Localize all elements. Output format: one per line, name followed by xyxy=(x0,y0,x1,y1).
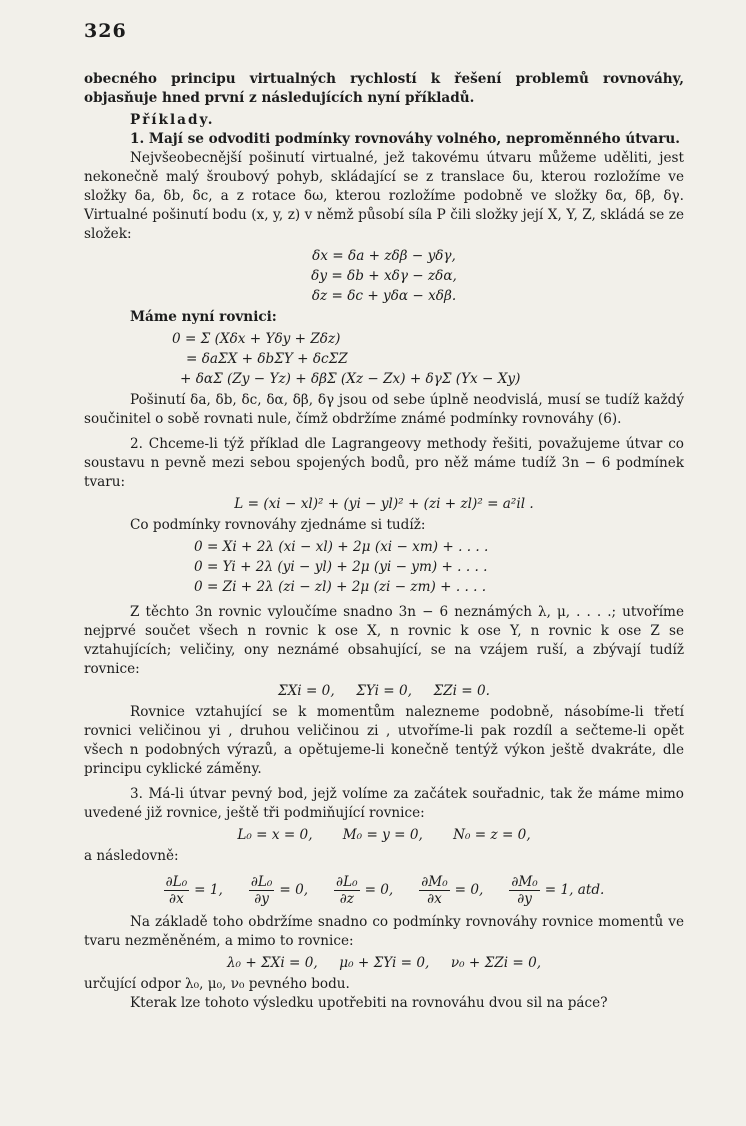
example-2-text-2: Z těchto 3n rovnic vyloučíme snadno 3n − 6 neznámých λ, μ, . . . .; utvoříme nejprvé součet všech n rovnic k ose X, n rovnic k ose Y, n rovnic k ose Z se vztahujících; veličiny, ony neznámé obsahující, se na vzájem ruší, a zbývají tudíž rovnice: xyxy=(84,604,684,677)
example-2-text-3: Rovnice vztahující se k momentům nalezneme podobně, násobíme-li třetí rovnici veličinou yi , druhou veličinou zi , utvoříme-li pak rozdíl a sečteme-li opět všech n podobných výrazů, a opětujeme-li konečně tentýž výkon ještě dvakráte, dle principu cyklické záměny. xyxy=(84,704,684,777)
fraction-rhs: = 1, atd. xyxy=(544,882,605,898)
fraction-denominator: ∂x xyxy=(169,891,184,907)
partial-derivative xyxy=(164,874,223,907)
fraction-rhs: = 0, xyxy=(279,882,309,898)
fraction-rhs: = 0, xyxy=(364,882,394,898)
fraction-rhs: = 1, xyxy=(194,882,223,898)
fraction-denominator: ∂x xyxy=(427,891,442,907)
equation: 0 = Zi + 2λ (zi − zl) + 2μ (zi − zm) + . . . . xyxy=(194,579,487,595)
equation: 0 = Σ (Xδx + Yδy + Zδz) xyxy=(172,331,341,347)
fraction-numerator: ∂M₀ xyxy=(511,874,538,890)
example-1-conclusion: Pošinutí δa, δb, δc, δα, δβ, δγ jsou od sebe úplně neodvislá, musí se tudíž každý součinitel o sobě rovnati nule, čímž obdržíme známé podmínky rovnováhy (6). xyxy=(84,392,684,427)
intro-paragraph: obecného principu virtualných rychlostí k řešení problemů rovnováhy, objasňuje hned první z následujících nyní příkladů. xyxy=(84,71,684,106)
fraction-denominator: ∂y xyxy=(254,891,269,907)
partial-derivative xyxy=(249,874,308,907)
example-1-heading: 1. Mají se odvoditi podmínky rovnováhy volného, neproměnného útvaru. xyxy=(130,131,680,147)
fraction-numerator: ∂L₀ xyxy=(336,874,358,890)
fraction-numerator: ∂L₀ xyxy=(165,874,188,890)
virtual-work-equations xyxy=(84,329,684,389)
constraint-equation: L = (xi − xl)² + (yi − yl)² + (zi + zl)² = a²il . xyxy=(234,496,534,512)
fraction-numerator: ∂M₀ xyxy=(421,874,448,890)
example-3-text: 3. Má-li útvar pevný bod, jejž volíme za začátek souřadnic, tak že máme mimo uvedené již rovnice, ještě tři podmiňující rovnice: xyxy=(84,786,684,821)
equation: = δaΣX + δbΣY + δcΣZ xyxy=(186,351,348,367)
page-body xyxy=(84,70,684,1013)
example-3-text-3: určující odpor λ₀, μ₀, ν₀ pevného bodu. xyxy=(84,976,350,992)
page-number: 326 xyxy=(84,20,127,42)
fraction-denominator: ∂z xyxy=(339,891,354,907)
partial-derivative-row xyxy=(84,874,684,907)
example-1-text: Nejvšeobecnější pošinutí virtualné, jež takovému útvaru můžeme uděliti, jest nekonečně malý šroubový pohyb, skládající se z translace δu, kterou rozložíme ve složky δa, δb, δc, a z rotace δω, kterou rozložíme podobně ve složky δα, δβ, δγ. Virtualné pošinutí bodu (x, y, z) v němž působí síla P čili složky její X, Y, Z, skládá se ze složek: xyxy=(84,150,684,242)
equation: δx = δa + zδβ − yδγ, xyxy=(312,248,456,264)
fixed-point-equations: L₀ = x = 0, M₀ = y = 0, N₀ = z = 0, xyxy=(237,827,531,843)
example-2-text: 2. Chceme-li týž příklad dle Lagrangeovy methody řešiti, považujeme útvar co soustavu n pevně mezi sebou spojených bodů, pro něž máme tudíž 3n − 6 podmínek tvaru: xyxy=(84,436,684,490)
section-title: Příklady. xyxy=(130,112,215,128)
equation: + δαΣ (Zy − Yz) + δβΣ (Xz − Zx) + δγΣ (Yx − Xy) xyxy=(180,371,521,387)
fraction-numerator: ∂L₀ xyxy=(250,874,273,890)
fraction-denominator: ∂y xyxy=(517,891,532,907)
fraction-rhs: = 0, xyxy=(454,882,484,898)
displacement-equations xyxy=(84,246,684,306)
example-3-text-2: Na základě toho obdržíme snadno co podmínky rovnováhy rovnice momentů ve tvaru nezměněném, a mimo to rovnice: xyxy=(84,914,684,949)
nasledovne: a následovně: xyxy=(84,848,179,864)
example-3-question: Kterak lze tohoto výsledku upotřebiti na rovnováhu dvou sil na páce? xyxy=(130,995,608,1011)
sum-equations: ΣXi = 0, ΣYi = 0, ΣZi = 0. xyxy=(278,683,490,699)
lagrange-equations xyxy=(84,537,684,597)
equation: δy = δb + xδγ − zδα, xyxy=(311,268,457,284)
equation: 0 = Yi + 2λ (yi − yl) + 2μ (yi − ym) + . . . . xyxy=(194,559,488,575)
partial-derivative xyxy=(509,874,604,907)
partial-derivative xyxy=(334,874,393,907)
equation: 0 = Xi + 2λ (xi − xl) + 2μ (xi − xm) + . . . . xyxy=(194,539,489,555)
example-2-co: Co podmínky rovnováhy zjednáme si tudíž: xyxy=(130,517,426,533)
mame-line: Máme nyní rovnici: xyxy=(130,309,277,325)
equation: δz = δc + yδα − xδβ. xyxy=(311,288,457,304)
reaction-equations: λ₀ + ΣXi = 0, μ₀ + ΣYi = 0, ν₀ + ΣZi = 0, xyxy=(226,955,542,971)
partial-derivative xyxy=(419,874,483,907)
